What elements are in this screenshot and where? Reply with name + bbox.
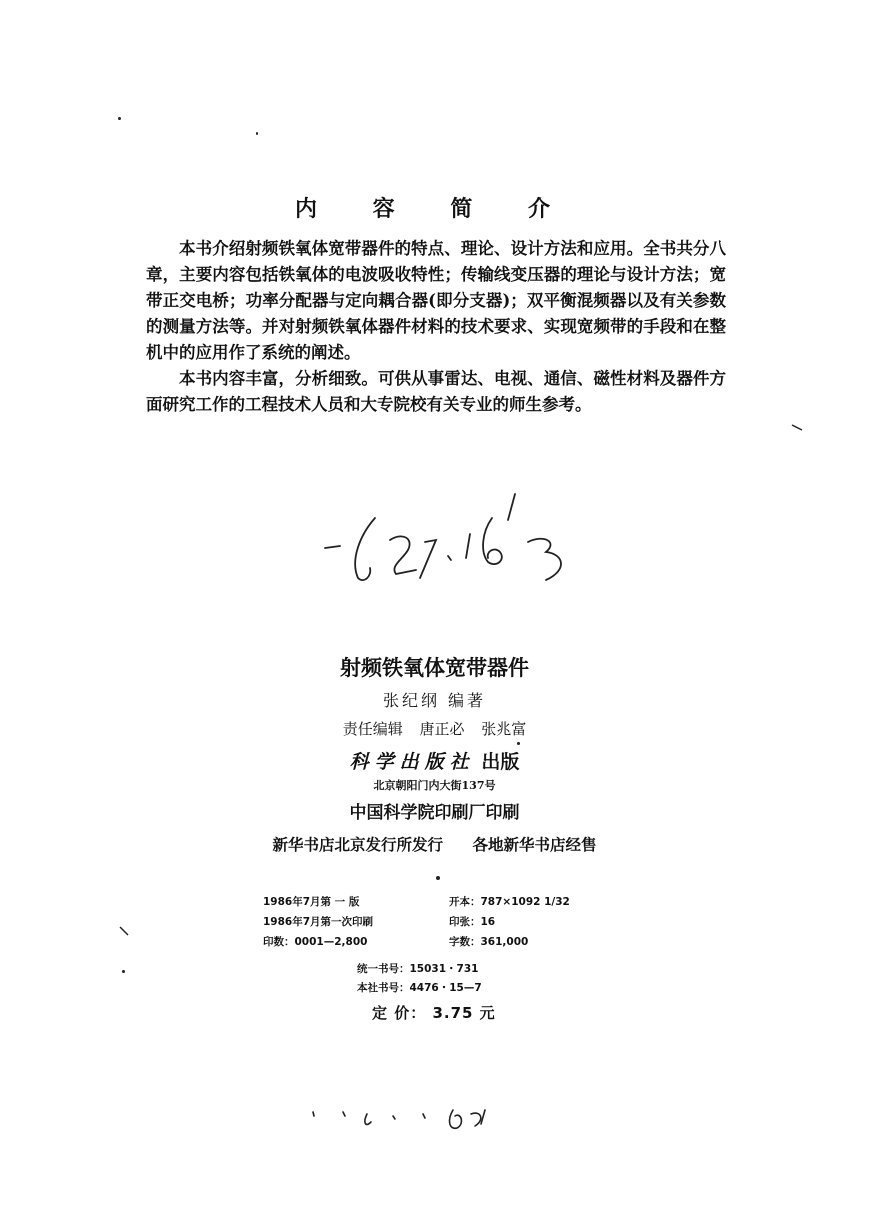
- sheets-info: 印张：16: [449, 916, 496, 928]
- distributor: 新华书店北京发行所发行: [272, 835, 444, 854]
- editor-name-1: 唐正必: [419, 720, 465, 738]
- scan-speck: [256, 132, 258, 135]
- format-info: 开本：787×1092 1/32: [449, 896, 570, 908]
- unified-book-code: 统一书号：15031・731: [357, 963, 479, 975]
- colophon-row: [263, 912, 570, 932]
- scan-mark: [790, 422, 806, 434]
- handwritten-annotation: [320, 490, 590, 600]
- bottom-scribble: [305, 1100, 505, 1140]
- scan-speck: [436, 876, 440, 880]
- book-distribution: [0, 833, 869, 855]
- book-author: 张纪纲 编著: [382, 691, 487, 710]
- seller: 各地新华书店经售: [472, 835, 597, 854]
- intro-body: [146, 236, 726, 418]
- publisher-suffix: 出版: [481, 751, 520, 773]
- intro-paragraph-2: 本书内容丰富，分析细致。可供从事雷达、电视、通信、磁性材料及器件方面研究工作的工程技术人员和大专院校有关专业的师生参考。: [146, 369, 726, 414]
- house-book-code: 本社书号：4476・15—7: [357, 982, 482, 994]
- book-price: 定 价： 3.75 元: [372, 1004, 496, 1022]
- colophon-row: [263, 892, 570, 912]
- editor-label: 责任编辑: [342, 720, 403, 738]
- editor-name-2: 张兆富: [481, 720, 527, 738]
- book-title: 射频铁氧体宽带器件: [340, 656, 529, 680]
- scan-mark: [118, 925, 132, 939]
- book-editors: [0, 718, 869, 739]
- intro-paragraph-1: 本书介绍射频铁氧体宽带器件的特点、理论、设计方法和应用。全书共分八章，主要内容包括铁氧体的电波吸收特性；传输线变压器的理论与设计方法；宽带正交电桥；功率分配器与定向耦合器(即分支器)；双平衡混频器以及有关参数的测量方法等。并对射频铁氧体器件材料的技术要求、实现宽频带的手段和在整机中的应用作了系统的阐述。: [146, 239, 726, 362]
- scan-speck: [122, 970, 125, 973]
- word-count-info: 字数：361,000: [449, 936, 529, 948]
- edition-info: 1986年7月第 一 版: [263, 896, 360, 908]
- scan-speck: [118, 117, 121, 120]
- intro-heading: 内 容 简 介: [295, 197, 574, 222]
- colophon: [263, 892, 570, 952]
- printing-info: 1986年7月第一次印刷: [263, 916, 374, 928]
- book-codes: [357, 960, 482, 998]
- book-publisher: [0, 747, 869, 774]
- colophon-row: [263, 932, 570, 952]
- copies-info: 印数：0001—2,800: [263, 936, 368, 948]
- publisher-address: 北京朝阳门内大街137号: [373, 779, 496, 792]
- scan-speck: [517, 742, 520, 745]
- publisher-name: 科学出版社: [349, 751, 475, 773]
- book-printer: 中国科学院印刷厂印刷: [349, 803, 520, 823]
